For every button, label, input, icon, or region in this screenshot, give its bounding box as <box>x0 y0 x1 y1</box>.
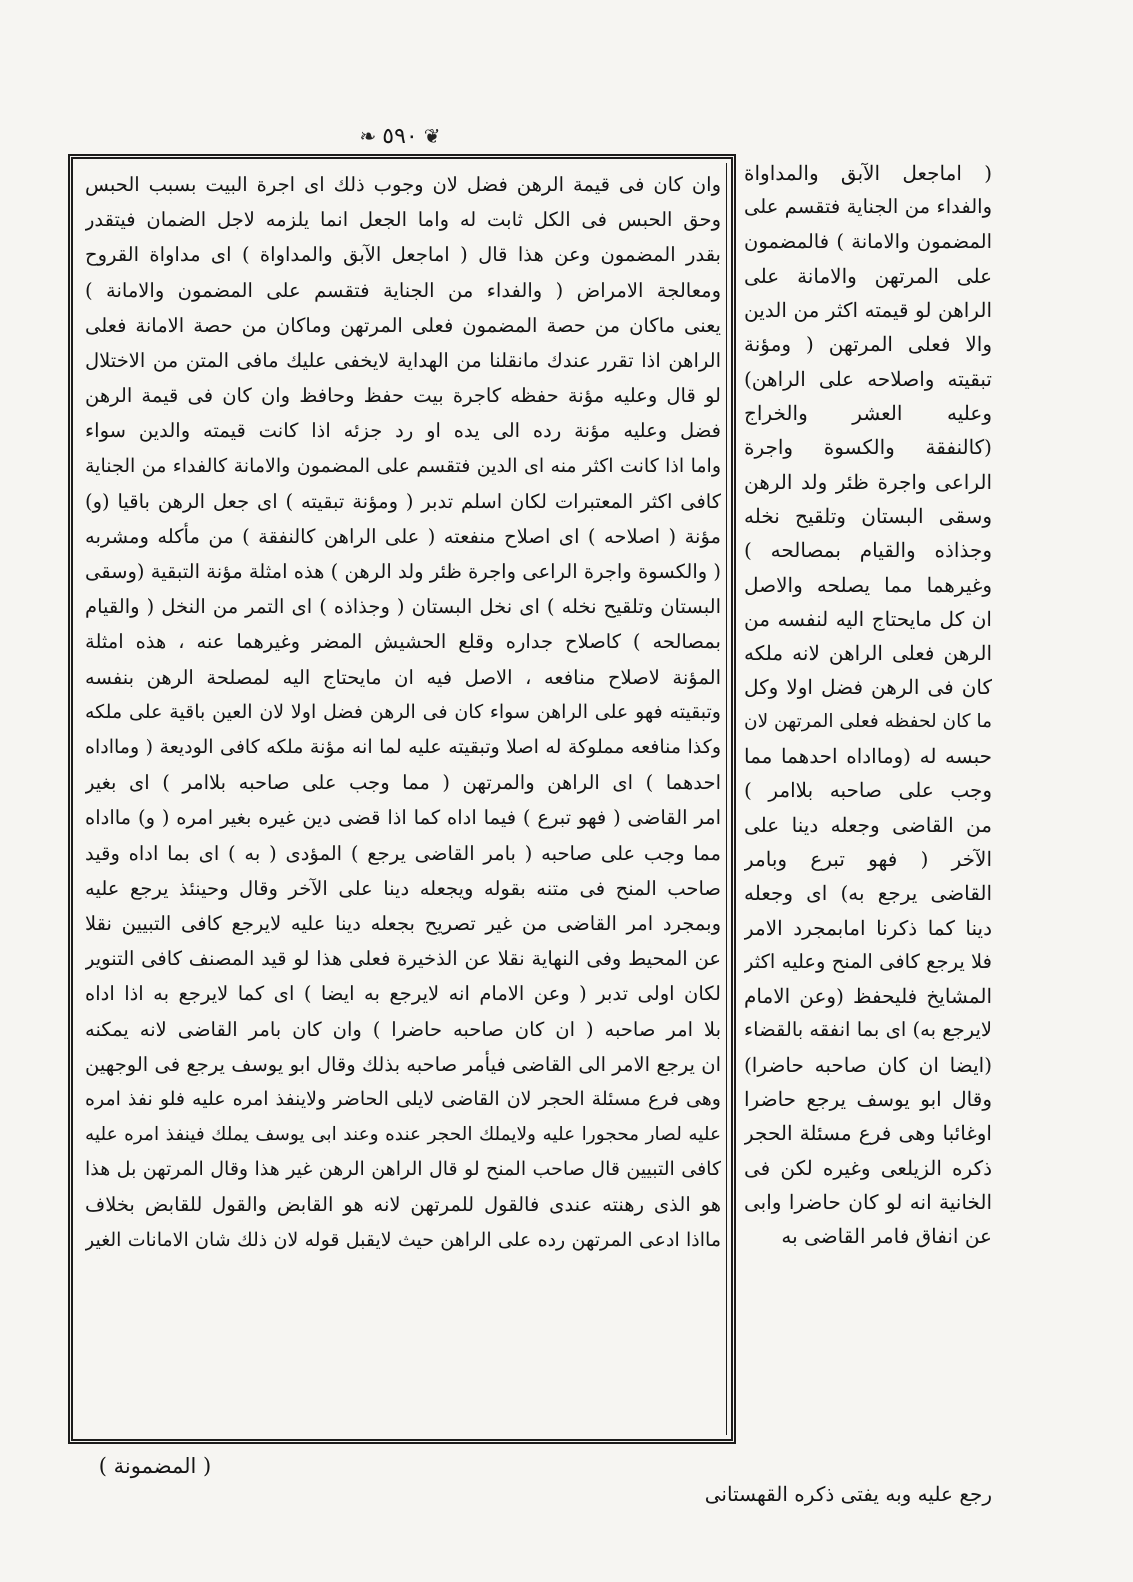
marginal-commentary-line: دينا كما ذكرنا امابمجرد الامر <box>744 915 992 940</box>
marginal-commentary-line: والفداء من الجناية فتقسم على <box>744 195 992 219</box>
marginal-commentary <box>744 156 992 1254</box>
marginal-commentary-line: المشايخ فليحفظ (وعن الامام <box>744 984 992 1009</box>
main-text-line: هو الذى رهنته عندى فالقول للمرتهن لانه هو القابض والقول للقابض بخلاف <box>85 1193 721 1217</box>
main-text-line: كافى اكثر المعتبرات لكان اسلم تدبر ( ومؤنة تبقيته ) اى جعل الرهن باقيا (و) <box>85 489 721 513</box>
main-text-line: عليه لصار محجورا عليه ولايملك الحجر عنده وعند ابى يوسف يملك فينفذ امره عليه <box>85 1124 721 1146</box>
page-number: ٥٩٠ <box>382 123 418 149</box>
marginal-commentary-line: تبقيته واصلاحه على الراهن) <box>744 366 992 391</box>
header-ornament-icon: ❦ <box>423 124 441 148</box>
marginal-commentary-line: المضمون والامانة ) فالمضمون <box>744 229 992 253</box>
main-text-line: المؤنة لاصلاح منافعه ، الاصل فيه ان مايحتاج اليه لمصلحة الرهن بنفسه <box>85 665 721 689</box>
marginal-commentary-line: وقال ابو يوسف يرجع حاضرا <box>744 1087 992 1112</box>
marginal-commentary-line: القاضى يرجع به) اى وجعله <box>744 881 992 906</box>
marginal-commentary-line: الراعى واجرة ظئر ولد الرهن <box>744 469 992 494</box>
main-text-line: لو قال وعليه مؤنة حفظه كاجرة بيت حفظ وحافظ وان كان فى قيمة الرهن <box>85 384 721 408</box>
main-text-line: وحق الحبس فى الكل ثابت له واما الجعل انما يلزمه لاجل الضمان فيتقدر <box>85 208 721 232</box>
main-text-line: احدهما ) اى الراهن والمرتهن ( مما وجب على صاحبه بلاامر ) اى بغير <box>85 771 721 795</box>
main-text-line: ومعالجة الامراض ( والفداء من الجناية فتقسم على المضمون والامانة ) <box>85 278 721 302</box>
main-text-line: يعنى ماكان من حصة المضمون فعلى المرتهن وماكان من حصة الامانة فعلى <box>85 313 721 337</box>
marginal-commentary-line: ان كل مايحتاج اليه لنفسه من <box>744 606 992 631</box>
marginal-commentary-line: اوغائبا وهى فرع مسئلة الحجر <box>744 1121 992 1146</box>
marginal-commentary-overflow-line: رجع عليه وبه يفتى ذكره القهستانى <box>704 1482 992 1506</box>
main-text-body <box>85 167 721 1258</box>
marginal-commentary-line: (ايضا ان كان صاحبه حاضرا) <box>744 1052 992 1077</box>
main-text-line: وان كان فى قيمة الرهن فضل لان وجوب ذلك اى اجرة البيت بسبب الحبس <box>85 173 721 196</box>
marginal-commentary-line: الخانية انه لو كان حاضرا وابى <box>744 1189 992 1214</box>
main-text-line: ( والكسوة واجرة الراعى واجرة ظئر ولد الرهن ) هذه امثلة مؤنة التبقية (وسقى <box>85 560 721 584</box>
marginal-commentary-line: ( اماجعل الآبق والمداواة <box>744 161 992 185</box>
main-text-line: فضل وعليه مؤنة رده الى يده او رد جزئه اذا كانت قيمته والدين سواء <box>85 419 721 443</box>
marginal-commentary-line: والا فعلى المرتهن ( ومؤنة <box>744 332 992 357</box>
catchword: ( المضمونة ) <box>98 1454 212 1478</box>
marginal-commentary-line: فلا يرجع كافى المنح وعليه اكثر <box>744 949 992 973</box>
main-text-line: مما وجب على صاحبه ( بامر القاضى يرجع ) المؤدى ( به ) اى بما اداه وقيد <box>85 841 721 865</box>
main-text-line: وهى فرع مسئلة الحجر لان القاضى لايلى الحاضر ولاينفذ امره عليه فلو نفذ امره <box>85 1087 721 1110</box>
marginal-commentary-line: (كالنفقة والكسوة واجرة <box>744 435 992 460</box>
marginal-commentary-line: كان فى الرهن فضل اولا وكل <box>744 675 992 700</box>
main-text-line: وتبقيته فهو على الراهن سواء كان فى الرهن فضل اولا لان العين باقية على ملكه <box>85 700 721 723</box>
main-text-line: الراهن اذا تقرر عندك مانقلنا من الهداية لايخفى عليك مافى المتن من الاختلال <box>85 348 721 372</box>
main-text-line: لكان اولى تدبر ( وعن الامام انه لايرجع به ايضا ) اى كما لايرجع به اذا اداه <box>85 982 721 1006</box>
main-text-line: مؤنة ( اصلاحه ) اى اصلاح منفعته ( على الراهن كالنفقة ) من مأكله ومشربه <box>85 524 721 548</box>
main-text-line: واما اذا كانت اكثر منه اى الدين فتقسم على المضمون والامانة كالفداء من الجناية <box>85 454 721 477</box>
marginal-commentary-line: وعليه العشر والخراج <box>744 401 992 426</box>
main-text-line: مااذا ادعى المرتهن رده على الراهن حيث لايقبل قوله لان ذلك شان الامانات الغير <box>85 1228 721 1251</box>
main-text-line: عن المحيط وفى النهاية نقلا عن الذخيرة فعلى هذا لو قيد المصنف كافى التنوير <box>85 947 721 971</box>
marginal-commentary-line: حبسه له (ومااداه احدهما مما <box>744 744 992 769</box>
main-text-line: وكذا منافعه مملوكة له اصلا وتبقيته عليه لما انه مؤنة ملكه كافى الوديعة ( ومااداه <box>85 736 721 758</box>
marginal-commentary-line: الراهن لو قيمته اكثر من الدين <box>744 298 992 323</box>
marginal-commentary-line: على المرتهن والامانة على <box>744 263 992 288</box>
marginal-commentary-line: وجذاذه والقيام بمصالحه ) <box>744 538 992 563</box>
main-text-line: بمصالحه ) كاصلاح جداره وقلع الحشيش المضر وغيرهما عنه ، هذه امثلة <box>85 630 721 654</box>
marginal-commentary-line: ما كان لحفظه فعلى المرتهن لان <box>744 710 992 732</box>
marginal-commentary-line: الآخر ( فهو تبرع وبامر <box>744 846 992 871</box>
marginal-commentary-line: وسقى البستان وتلقيح نخله <box>744 503 992 528</box>
main-text-line: امر القاضى ( فهو تبرع ) فيما اداه كما اذا قضى دين غيره بغير امره ( و) مااداه <box>85 806 721 830</box>
main-text-line: كافى التبيين قال صاحب المنح لو قال الراهن الرهن غير هذا وقال المرتهن بل هذا <box>85 1158 721 1181</box>
main-text-line: بلا امر صاحبه ( ان كان صاحبه حاضرا ) وان كان بامر القاضى لانه يمكنه <box>85 1017 721 1041</box>
page-header <box>320 116 480 156</box>
marginal-commentary-line: الرهن فعلى الراهن لانه ملكه <box>744 641 992 666</box>
marginal-commentary-line: لايرجع به) اى بما انفقه بالقضاء <box>744 1018 992 1042</box>
main-text-line: صاحب المنح فى متنه بقوله ويجعله دينا على الآخر وقال وحينئذ يرجع عليه <box>85 876 721 900</box>
main-text-line: بقدر المضمون وعن هذا قال ( اماجعل الآبق والمداواة ) اى مداواة القروح <box>85 243 721 267</box>
marginal-commentary-line: وجب على صاحبه بلاامر ) <box>744 778 992 803</box>
main-text-line: وبمجرد امر القاضى من غير تصريح بجعله دينا عليه لايرجع كافى التبيين نقلا <box>85 911 721 935</box>
header-ornament-icon: ❧ <box>359 124 377 148</box>
marginal-commentary-line: وغيرهما مما يصلحه والاصل <box>744 572 992 597</box>
marginal-commentary-line: من القاضى وجعله دينا على <box>744 812 992 837</box>
marginal-commentary-line: عن انفاق فامر القاضى به <box>781 1224 992 1249</box>
marginal-commentary-line: ذكره الزيلعى وغيره لكن فى <box>744 1155 992 1180</box>
main-text-line: ان يرجع الامر الى القاضى فيأمر صاحبه بذلك وقال ابو يوسف يرجع فى الوجهين <box>85 1052 721 1076</box>
main-text-frame <box>68 154 736 1444</box>
main-text-line: البستان وتلقيح نخله ) اى نخل البستان ( وجذاذه ) اى التمر من النخل ( والقيام <box>85 595 721 619</box>
